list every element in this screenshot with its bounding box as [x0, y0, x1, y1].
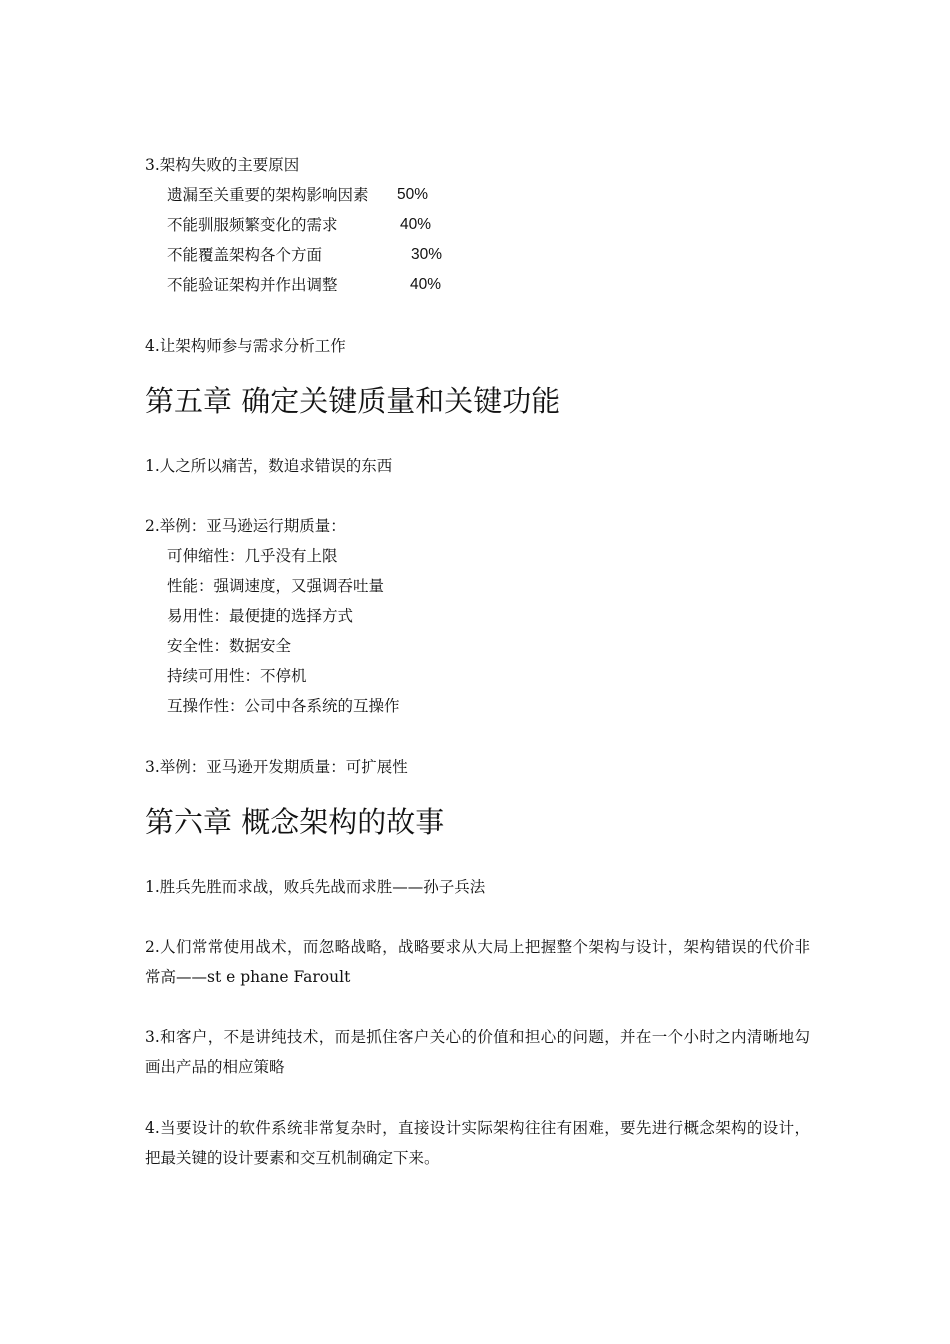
quality-item-interoperability: 互操作性：公司中各系统的互操作 — [167, 697, 400, 715]
quality-item-security: 安全性：数据安全 — [167, 637, 292, 655]
chapter-5-heading: 第五章 确定关键质量和关键功能 — [145, 384, 561, 418]
failure-reason-1-percent: 50% — [397, 186, 429, 203]
chapter-6-point-1: 1.胜兵先胜而求战，败兵先战而求胜——孙子兵法 — [145, 878, 486, 896]
failure-reason-3: 不能覆盖架构各个方面 — [167, 246, 323, 264]
failure-reason-4: 不能验证架构并作出调整 — [167, 276, 338, 294]
quality-item-usability: 易用性：最便捷的选择方式 — [167, 607, 354, 625]
section-3-title: 3.架构失败的主要原因 — [145, 156, 300, 174]
section-4-title: 4.让架构师参与需求分析工作 — [145, 337, 346, 355]
chapter-5-point-1: 1.人之所以痛苦，数追求错误的东西 — [145, 457, 393, 475]
chapter-6-point-3: 3.和客户，不是讲纯技术，而是抓住客户关心的价值和担心的问题，并在一个小时之内清晰地勾画出产品的相应策略 — [145, 1028, 810, 1076]
failure-reason-1: 遗漏至关重要的架构影响因素 — [167, 186, 369, 204]
chapter-5-point-3: 3.举例：亚马逊开发期质量：可扩展性 — [145, 758, 408, 776]
chapter-6-point-2: 2.人们常常使用战术，而忽略战略，战略要求从大局上把握整个架构与设计，架构错误的代价非常高——st e phane Faroult — [145, 938, 810, 986]
failure-reason-2-percent: 40% — [400, 216, 432, 233]
quality-item-availability: 持续可用性：不停机 — [167, 667, 307, 685]
chapter-5-point-2-title: 2.举例：亚马逊运行期质量： — [145, 517, 346, 535]
quality-item-scalability: 可伸缩性：几乎没有上限 — [167, 547, 338, 565]
failure-reason-4-percent: 40% — [410, 276, 442, 293]
failure-reason-2: 不能驯服频繁变化的需求 — [167, 216, 338, 234]
chapter-6-heading: 第六章 概念架构的故事 — [145, 805, 445, 839]
failure-reason-3-percent: 30% — [411, 246, 443, 263]
quality-item-performance: 性能：强调速度，又强调吞吐量 — [167, 577, 385, 595]
chapter-6-point-4: 4.当要设计的软件系统非常复杂时，直接设计实际架构往往有困难，要先进行概念架构的设计，把最关键的设计要素和交互机制确定下来。 — [145, 1119, 810, 1167]
